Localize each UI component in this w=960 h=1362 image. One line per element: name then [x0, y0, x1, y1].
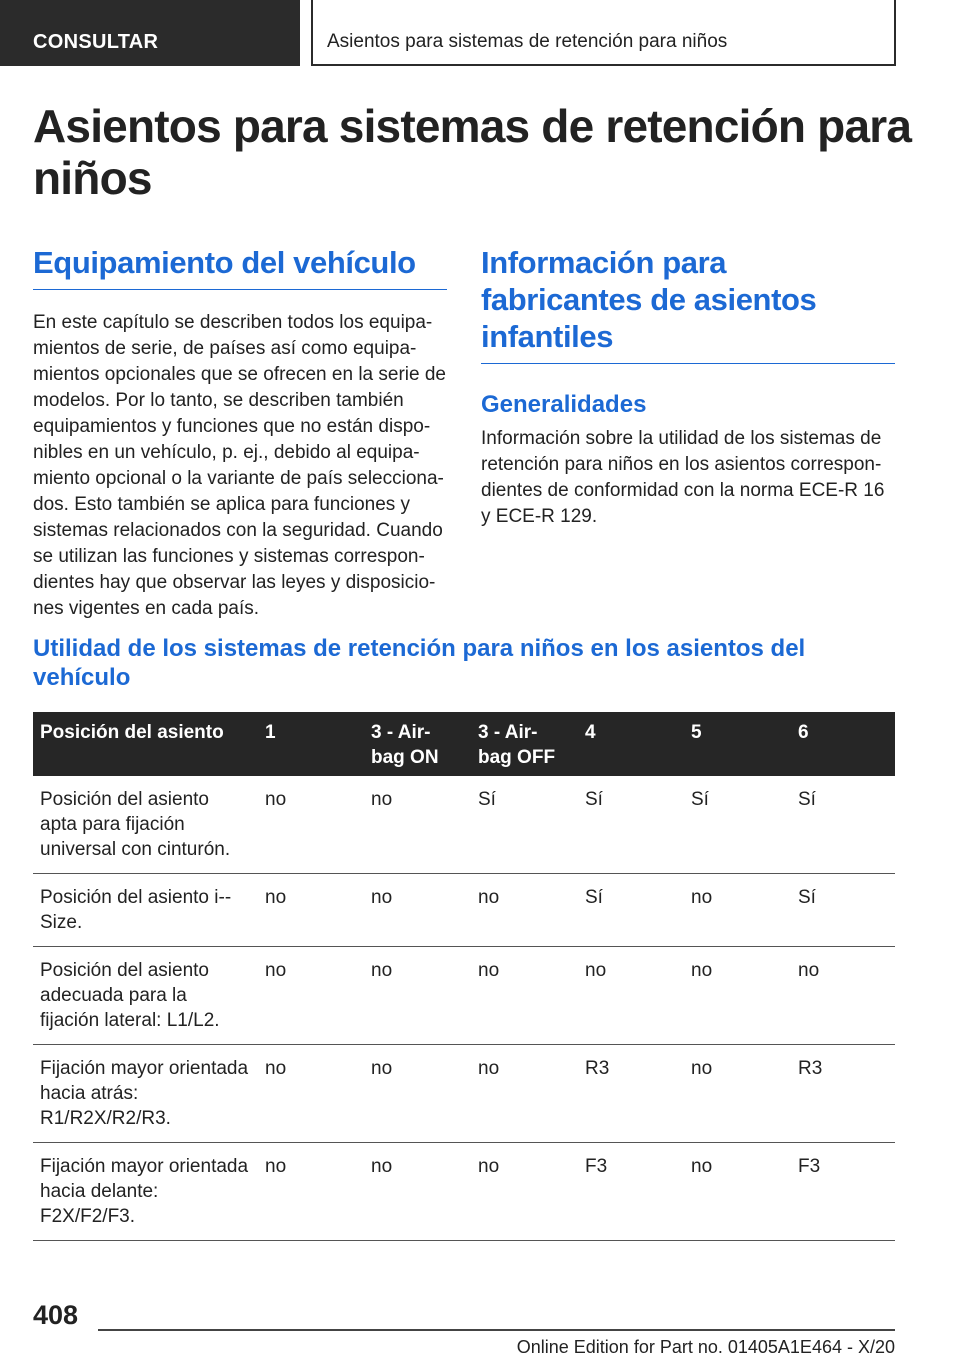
table-cell: Sí	[578, 776, 684, 874]
page-number: 408	[33, 1300, 79, 1330]
header-seat-6: 6	[791, 712, 895, 776]
subheading-general: Generalidades	[481, 391, 647, 418]
header-seat-1: 1	[258, 712, 364, 776]
row-label: Fijación mayor orientada hacia delante: F2X/F2/F3.	[33, 1143, 258, 1241]
table-cell: no	[471, 947, 578, 1045]
table-cell: no	[471, 1143, 578, 1241]
table-cell: no	[364, 1045, 471, 1143]
general-paragraph: Información sobre la utilidad de los sistemas de retención para niños en los asientos correspon-dientes de conformidad con la norma ECE-R 16 y ECE-R 129.	[481, 428, 885, 527]
right-column	[481, 244, 895, 530]
page-title: Asientos para sistemas de retención para niños	[33, 100, 912, 204]
footer-divider	[98, 1329, 895, 1331]
table-cell: Sí	[791, 776, 895, 874]
section-heading-manufacturers: Información para fabricantes de asientos infantiles	[481, 244, 895, 364]
table-cell: no	[471, 874, 578, 947]
table-cell: no	[471, 1045, 578, 1143]
table-cell: Sí	[684, 776, 791, 874]
header-seat-4: 4	[578, 712, 684, 776]
footer-edition: Online Edition for Part no. 01405A1E464 - X/20	[516, 1337, 895, 1357]
table-row	[33, 1143, 895, 1241]
table-cell: F3	[578, 1143, 684, 1241]
header-seat-3-airbag-off: 3 - Air-bag OFF	[471, 712, 578, 776]
table-cell: no	[684, 874, 791, 947]
table-cell: no	[258, 874, 364, 947]
row-label: Posición del asiento i--Size.	[33, 874, 258, 947]
table-cell: F3	[791, 1143, 895, 1241]
table-cell: no	[684, 1045, 791, 1143]
table-cell: no	[258, 1045, 364, 1143]
table-cell: R3	[578, 1045, 684, 1143]
table-cell: no	[791, 947, 895, 1045]
table-cell: no	[258, 947, 364, 1045]
page-header	[0, 0, 960, 66]
section-tab[interactable]: CONSULTAR	[0, 0, 300, 66]
table-cell: no	[364, 874, 471, 947]
table-cell: no	[258, 776, 364, 874]
section-heading-equipment: Equipamiento del vehículo	[33, 244, 447, 290]
table-row	[33, 874, 895, 947]
table-cell: no	[258, 1143, 364, 1241]
table-cell: no	[364, 1143, 471, 1241]
table-cell: Sí	[471, 776, 578, 874]
table-cell: Sí	[791, 874, 895, 947]
table-header-row	[33, 712, 895, 776]
left-column	[33, 244, 447, 622]
table-row	[33, 776, 895, 874]
header-seat-3-airbag-on: 3 - Air-bag ON	[364, 712, 471, 776]
table-cell: R3	[791, 1045, 895, 1143]
table-heading: Utilidad de los sistemas de retención para niños en los asientos del vehículo	[33, 635, 806, 691]
table-cell: Sí	[578, 874, 684, 947]
row-label: Fijación mayor orientada hacia atrás: R1/R2X/R2/R3.	[33, 1045, 258, 1143]
table-row	[33, 1045, 895, 1143]
table-cell: no	[684, 947, 791, 1045]
header-seat-5: 5	[684, 712, 791, 776]
row-label: Posición del asiento apta para fijación universal con cinturón.	[33, 776, 258, 874]
seat-suitability-table	[33, 712, 895, 1241]
table-cell: no	[684, 1143, 791, 1241]
header-seat-position: Posición del asiento	[33, 712, 258, 776]
table-row	[33, 947, 895, 1045]
breadcrumb[interactable]: Asientos para sistemas de retención para niños	[311, 0, 896, 66]
table-cell: no	[364, 947, 471, 1045]
table-cell: no	[578, 947, 684, 1045]
equipment-paragraph: En este capítulo se describen todos los equipa-mientos de serie, de países así como equipa-mientos opcionales que se ofrecen en la serie de modelos. Por lo tanto, se describen también equipamientos y funciones que no están dispo-nibles en un vehículo, p. ej., debido al equipa-miento opcional o la variante de país selecciona-dos. Esto también se aplica para funciones y sistemas relacionados con la seguridad. Cuando se utilizan las funciones y sistemas correspon-dientes hay que observar las leyes y disposicio-nes vigentes en cada país.	[33, 312, 446, 619]
table-cell: no	[364, 776, 471, 874]
row-label: Posición del asiento adecuada para la fijación lateral: L1/L2.	[33, 947, 258, 1045]
